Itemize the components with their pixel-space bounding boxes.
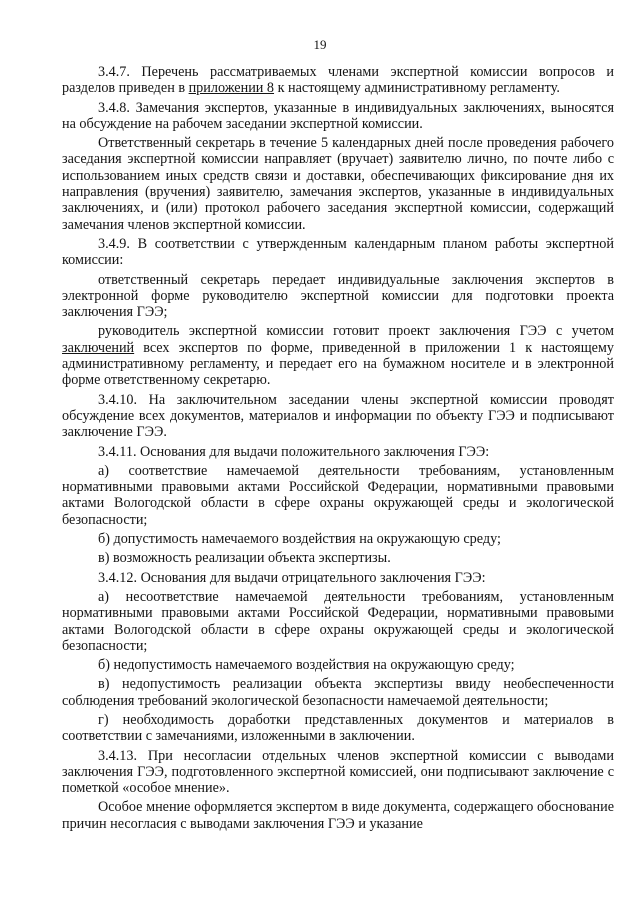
underlined-reference: приложении 8 (188, 80, 275, 97)
paragraph (62, 100, 614, 133)
page-number: 19 (313, 37, 327, 52)
paragraph (62, 323, 614, 388)
paragraph (62, 570, 614, 586)
paragraph (62, 64, 614, 97)
underlined-reference: заключений (62, 339, 135, 356)
paragraph (62, 463, 614, 528)
paragraph-text: в) возможность реализации объекта экспертизы. (98, 550, 391, 567)
paragraph (62, 135, 614, 233)
paragraph-text: 3.4.13. При несогласии отдельных членов экспертной комиссии с выводами заключения ГЭЭ, подготовленного экспертной комиссией, они подписывают заключение с пометкой «особое мнение». (62, 747, 614, 797)
paragraph-text: Особое мнение оформляется экспертом в виде документа, содержащего обоснование причин несогласия с выводами заключения ГЭЭ и указание (62, 799, 614, 832)
paragraph-text: а) соответствие намечаемой деятельности требованиям, установленным нормативными правовыми актами Российской Федерации, нормативными правовыми актами Вологодской области в сфере охраны окружающей среды и экологической безопасности; (62, 462, 614, 528)
paragraph (62, 550, 614, 566)
paragraph (62, 657, 614, 673)
paragraph (62, 444, 614, 460)
paragraph-text: 3.4.8. Замечания экспертов, указанные в индивидуальных заключениях, выносятся на обсуждение на рабочем заседании экспертной комиссии. (62, 99, 614, 132)
paragraph-text: руководитель экспертной комиссии готовит проект заключения ГЭЭ с учетом (98, 323, 614, 340)
paragraph-text: г) необходимость доработки представленных документов и материалов в соответствии с замечаниями, изложенными в заключении. (62, 711, 614, 745)
paragraph-text: 3.4.10. На заключительном заседании члены экспертной комиссии проводят обсуждение всех документов, материалов и информации по объекту ГЭЭ и подписывают заключение ГЭЭ. (62, 391, 614, 441)
paragraph (62, 589, 614, 654)
paragraph-text: 3.4.11. Основания для выдачи положительного заключения ГЭЭ: (98, 443, 490, 460)
paragraph-text: в) недопустимость реализации объекта экспертизы ввиду необеспеченности соблюдения требований экологической безопасности намечаемой деятельности; (62, 676, 614, 709)
paragraph-text: б) недопустимость намечаемого воздействия на окружающую среду; (98, 657, 515, 674)
paragraph-text: 3.4.9. В соответствии с утвержденным календарным планом работы экспертной комиссии: (62, 235, 614, 269)
paragraph-text: Ответственный секретарь в течение 5 календарных дней после проведения рабочего заседания экспертной комиссии направляет (вручает) заявителю лично, по почте либо с использованием иных средств связи и доставки, обеспечивающих фиксирование дня их направления (вручения) заявителю, замечания экспертов, указанные в индивидуальных заключениях, и (или) протокол рабочего заседания экспертной комиссии, содержащий замечания членов экспертной комиссии. (62, 135, 614, 233)
paragraph (62, 799, 614, 832)
paragraph-text: 3.4.12. Основания для выдачи отрицательного заключения ГЭЭ: (98, 569, 486, 586)
paragraph-text: всех экспертов по форме, приведенной в приложении 1 к настоящему административному регламенту, и передает его на бумажном носителе и в электронной форме ответственному секретарю. (62, 339, 614, 389)
paragraph (62, 272, 614, 321)
paragraph (62, 748, 614, 797)
paragraph (62, 676, 614, 709)
paragraph (62, 236, 614, 269)
paragraph-text: б) допустимость намечаемого воздействия на окружающую среду; (98, 531, 501, 548)
paragraph-text: 3.4.7. Перечень рассматриваемых членами экспертной комиссии вопросов и разделов приведен в (62, 64, 614, 97)
paragraph-text: ответственный секретарь передает индивидуальные заключения экспертов в электронной форме руководителю экспертной комиссии для подготовки проекта заключения ГЭЭ; (62, 271, 614, 321)
paragraph-text: а) несоответствие намечаемой деятельности требованиям, установленным нормативными правовыми актами Российской Федерации, нормативными правовыми актами Вологодской области в сфере охраны окружающей среды и экологической безопасности; (62, 588, 614, 654)
paragraph-text: к настоящему административному регламенту. (274, 80, 560, 97)
paragraph (62, 712, 614, 745)
paragraph (62, 531, 614, 547)
document-body (62, 64, 614, 832)
paragraph (62, 392, 614, 441)
